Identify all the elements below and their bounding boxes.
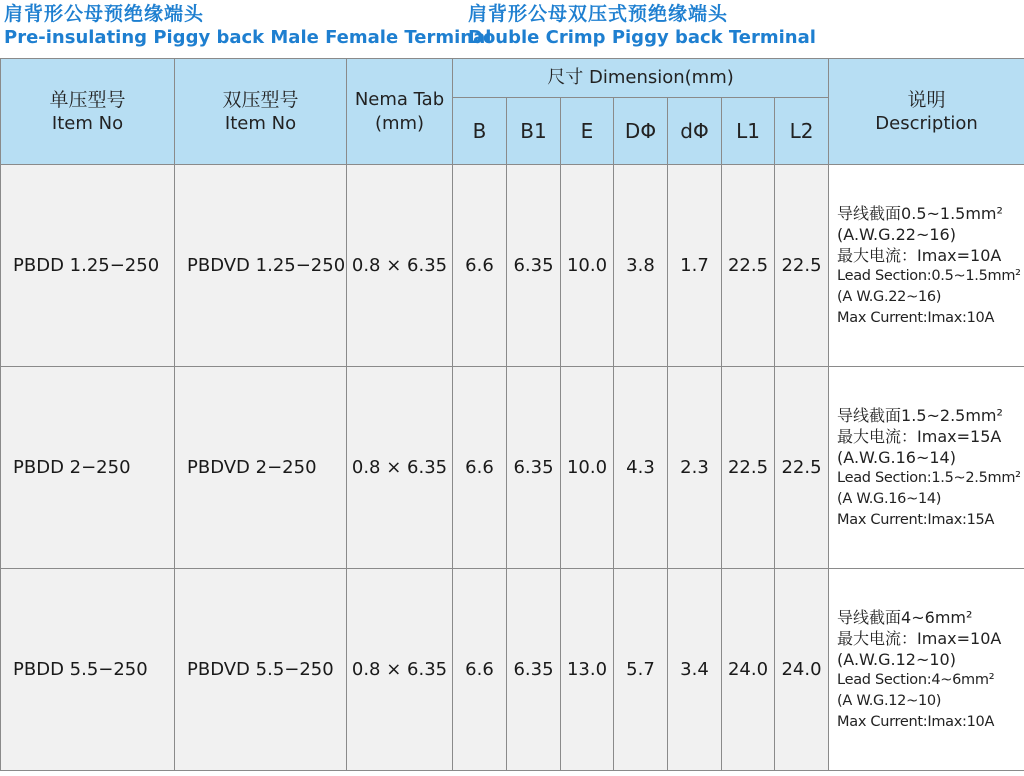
desc-line: 最大电流：Imax=10A bbox=[837, 245, 1002, 265]
header-desc-cn: 说明 bbox=[907, 88, 946, 111]
dim-b-cell: 6.6 bbox=[453, 165, 507, 367]
header-double-cn: 双压型号 bbox=[222, 88, 299, 111]
header-dim-inner-diameter: dΦ bbox=[668, 98, 722, 165]
dim-outer-diameter-cell: 5.7 bbox=[614, 569, 668, 771]
header-item-no bbox=[1, 59, 175, 165]
desc-line: (A W.G.16~14) bbox=[837, 490, 942, 507]
header-dim-b1: B1 bbox=[507, 98, 561, 165]
desc-line: (A W.G.22~16) bbox=[837, 288, 942, 305]
desc-line: Max Current:Imax:10A bbox=[837, 713, 995, 730]
double-item-no-cell: PBDVD 5.5−250 bbox=[175, 569, 347, 771]
dim-b-cell: 6.6 bbox=[453, 367, 507, 569]
dim-e-cell: 10.0 bbox=[561, 165, 614, 367]
table-row bbox=[1, 165, 1024, 367]
dim-b1-cell: 6.35 bbox=[507, 569, 561, 771]
header-desc-en: Description bbox=[875, 112, 978, 134]
nema-tab-cell: 0.8 × 6.35 bbox=[347, 165, 453, 367]
desc-line: 导线截面1.5~2.5mm² bbox=[837, 405, 1003, 425]
header-dim-l2: L2 bbox=[775, 98, 829, 165]
dim-l1-cell: 22.5 bbox=[722, 367, 775, 569]
nema-tab-cell: 0.8 × 6.35 bbox=[347, 569, 453, 771]
dim-l2-cell: 22.5 bbox=[775, 165, 829, 367]
desc-line: (A.W.G.16~14) bbox=[837, 447, 956, 467]
desc-line: 最大电流：Imax=15A bbox=[837, 426, 1002, 446]
double-item-no-cell: PBDVD 1.25−250 bbox=[175, 165, 347, 367]
header-description bbox=[829, 59, 1024, 165]
desc-line: Lead Section:4~6mm² bbox=[837, 671, 995, 688]
header-dim-e: E bbox=[561, 98, 614, 165]
left-title-en: Pre-insulating Piggy back Male Female Terminal bbox=[4, 27, 492, 48]
dim-outer-diameter-cell: 3.8 bbox=[614, 165, 668, 367]
dim-inner-diameter-cell: 1.7 bbox=[668, 165, 722, 367]
left-title-block bbox=[4, 2, 491, 50]
dim-b1-cell: 6.35 bbox=[507, 165, 561, 367]
table-row bbox=[1, 367, 1024, 569]
desc-line: 导线截面0.5~1.5mm² bbox=[837, 203, 1003, 223]
dim-l1-cell: 22.5 bbox=[722, 165, 775, 367]
desc-line: Lead Section:1.5~2.5mm² bbox=[837, 469, 1021, 486]
description-cell bbox=[829, 569, 1024, 771]
dim-e-cell: 13.0 bbox=[561, 569, 614, 771]
header-double-en: Item No bbox=[224, 112, 297, 134]
nema-tab-cell: 0.8 × 6.35 bbox=[347, 367, 453, 569]
dim-l1-cell: 24.0 bbox=[722, 569, 775, 771]
desc-line: Max Current:Imax:10A bbox=[837, 309, 995, 326]
table-row bbox=[1, 569, 1024, 771]
header-dim-l1: L1 bbox=[722, 98, 775, 165]
right-title-cn: 肩背形公母双压式预绝缘端头 bbox=[468, 3, 729, 25]
header-item-en: Item No bbox=[51, 112, 124, 134]
right-title-block bbox=[468, 2, 816, 50]
desc-line: 最大电流：Imax=10A bbox=[837, 628, 1002, 648]
desc-line: (A.W.G.22~16) bbox=[837, 224, 956, 244]
header-dim-outer-diameter: DΦ bbox=[614, 98, 668, 165]
header-tab-en: Nema Tab bbox=[354, 88, 445, 110]
header-nema-tab bbox=[347, 59, 453, 165]
double-item-no-cell: PBDVD 2−250 bbox=[175, 367, 347, 569]
desc-line: (A W.G.12~10) bbox=[837, 692, 942, 709]
item-no-cell: PBDD 2−250 bbox=[1, 367, 175, 569]
item-no-cell: PBDD 5.5−250 bbox=[1, 569, 175, 771]
dim-inner-diameter-cell: 2.3 bbox=[668, 367, 722, 569]
dim-l2-cell: 22.5 bbox=[775, 367, 829, 569]
desc-line: 导线截面4~6mm² bbox=[837, 607, 973, 627]
dim-b-cell: 6.6 bbox=[453, 569, 507, 771]
dim-inner-diameter-cell: 3.4 bbox=[668, 569, 722, 771]
right-title-en: Double Crimp Piggy back Terminal bbox=[468, 27, 816, 48]
header-tab-unit: (mm) bbox=[374, 112, 425, 134]
header-dimension: 尺寸 Dimension(mm) bbox=[453, 59, 829, 98]
dim-e-cell: 10.0 bbox=[561, 367, 614, 569]
spec-table bbox=[0, 58, 1024, 771]
desc-line: (A.W.G.12~10) bbox=[837, 649, 956, 669]
item-no-cell: PBDD 1.25−250 bbox=[1, 165, 175, 367]
header-double-item-no bbox=[175, 59, 347, 165]
description-cell bbox=[829, 165, 1024, 367]
dim-b1-cell: 6.35 bbox=[507, 367, 561, 569]
page-header bbox=[0, 0, 1024, 58]
dim-outer-diameter-cell: 4.3 bbox=[614, 367, 668, 569]
description-cell bbox=[829, 367, 1024, 569]
left-title-cn: 肩背形公母预绝缘端头 bbox=[4, 3, 205, 25]
desc-line: Max Current:Imax:15A bbox=[837, 511, 995, 528]
header-item-cn: 单压型号 bbox=[49, 88, 126, 111]
desc-line: Lead Section:0.5~1.5mm² bbox=[837, 267, 1021, 284]
header-dim-b: B bbox=[453, 98, 507, 165]
dim-l2-cell: 24.0 bbox=[775, 569, 829, 771]
